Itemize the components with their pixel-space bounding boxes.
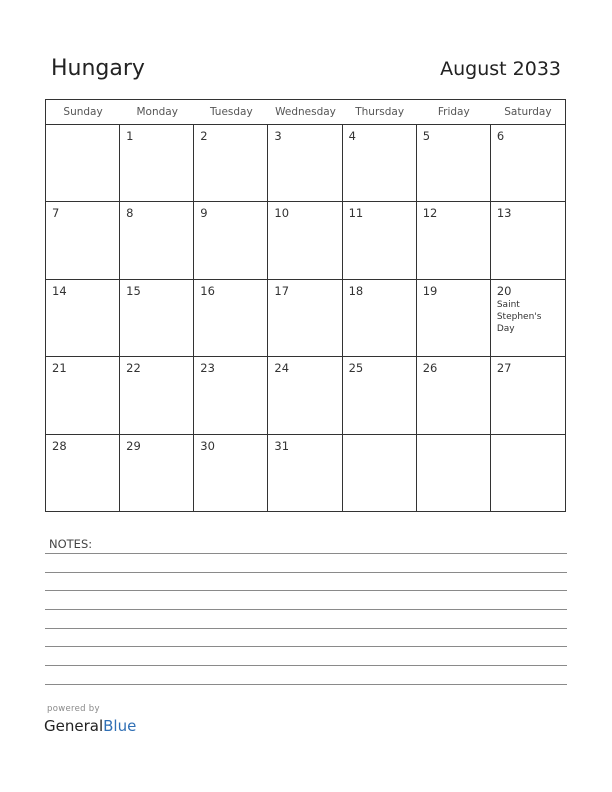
day-number: 6 bbox=[496, 129, 505, 143]
day-cell bbox=[120, 280, 194, 357]
day-cell bbox=[268, 357, 342, 434]
day-number: 9 bbox=[200, 206, 208, 221]
day-number: 12 bbox=[422, 206, 438, 221]
day-cell bbox=[491, 435, 565, 512]
day-cell bbox=[417, 435, 491, 512]
day-cell bbox=[268, 435, 342, 512]
note-line bbox=[45, 684, 567, 685]
day-number: 23 bbox=[200, 361, 215, 376]
day-number: 29 bbox=[126, 438, 141, 453]
day-cell bbox=[343, 125, 417, 202]
day-number: 19 bbox=[422, 283, 438, 298]
day-number: 7 bbox=[52, 206, 60, 221]
day-cell bbox=[194, 435, 268, 512]
day-cell bbox=[417, 357, 491, 434]
day-cell bbox=[46, 125, 120, 202]
note-line bbox=[45, 646, 567, 647]
day-cell bbox=[343, 280, 417, 357]
note-line bbox=[45, 553, 567, 554]
day-number: 16 bbox=[200, 283, 215, 298]
day-cell bbox=[194, 357, 268, 434]
day-number: 15 bbox=[126, 283, 141, 298]
calendar-days bbox=[46, 125, 565, 512]
logo-blue: Blue bbox=[103, 717, 137, 735]
month-year-title: August 2033 bbox=[440, 58, 561, 80]
day-cell bbox=[194, 280, 268, 357]
day-cell bbox=[46, 202, 120, 279]
day-cell bbox=[491, 202, 565, 279]
weekday-tuesday: Tuesday bbox=[209, 106, 253, 118]
day-number: 28 bbox=[52, 438, 67, 453]
weekday-sunday: Sunday bbox=[63, 106, 103, 118]
day-number: 20 bbox=[496, 283, 512, 298]
day-number: 8 bbox=[126, 206, 134, 221]
day-cell bbox=[417, 280, 491, 357]
day-cell bbox=[343, 357, 417, 434]
holiday-line: Saint bbox=[496, 299, 520, 310]
day-cell bbox=[343, 435, 417, 512]
day-number: 11 bbox=[348, 206, 364, 221]
calendar-grid bbox=[45, 99, 566, 512]
day-cell bbox=[491, 125, 565, 202]
logo-general: General bbox=[44, 717, 104, 735]
holiday-line: Stephen's bbox=[496, 311, 542, 322]
day-number: 14 bbox=[52, 283, 67, 298]
note-line bbox=[45, 572, 567, 573]
day-number: 10 bbox=[274, 206, 290, 221]
day-cell bbox=[120, 435, 194, 512]
weekday-saturday: Saturday bbox=[504, 106, 552, 118]
day-number: 5 bbox=[422, 129, 431, 143]
day-number: 18 bbox=[348, 283, 364, 298]
day-cell bbox=[46, 357, 120, 434]
note-line bbox=[45, 665, 567, 666]
day-cell bbox=[46, 435, 120, 512]
notes-label: NOTES: bbox=[49, 537, 93, 551]
day-number: 30 bbox=[200, 438, 215, 453]
day-number: 2 bbox=[200, 129, 208, 143]
day-number: 3 bbox=[274, 129, 282, 143]
powered-by-text: powered by bbox=[47, 704, 100, 714]
day-number: 25 bbox=[348, 361, 364, 376]
day-cell bbox=[268, 202, 342, 279]
note-line bbox=[45, 590, 567, 591]
day-number: 17 bbox=[274, 283, 290, 298]
day-cell bbox=[194, 125, 268, 202]
day-number: 27 bbox=[496, 361, 512, 376]
day-cell bbox=[491, 357, 565, 434]
day-cell bbox=[343, 202, 417, 279]
weekday-header-row bbox=[46, 100, 565, 125]
day-cell bbox=[120, 357, 194, 434]
note-line bbox=[45, 609, 567, 610]
holiday-line: Day bbox=[496, 323, 515, 334]
day-cell bbox=[268, 280, 342, 357]
day-cell bbox=[46, 280, 120, 357]
day-number: 1 bbox=[126, 129, 134, 143]
day-number: 21 bbox=[52, 361, 67, 376]
weekday-wednesday: Wednesday bbox=[275, 106, 336, 118]
day-cell bbox=[120, 202, 194, 279]
day-cell bbox=[194, 202, 268, 279]
day-cell bbox=[417, 125, 491, 202]
weekday-friday: Friday bbox=[437, 106, 470, 118]
day-cell bbox=[268, 125, 342, 202]
day-cell bbox=[417, 202, 491, 279]
day-number: 4 bbox=[348, 129, 356, 143]
weekday-monday: Monday bbox=[136, 106, 178, 118]
weekday-thursday: Thursday bbox=[355, 106, 405, 118]
day-number: 13 bbox=[496, 206, 512, 221]
day-number: 24 bbox=[274, 361, 290, 376]
holiday-label bbox=[497, 299, 559, 335]
country-title: Hungary bbox=[51, 56, 145, 81]
generalblue-logo bbox=[44, 717, 136, 735]
note-line bbox=[45, 628, 567, 629]
day-number: 31 bbox=[274, 438, 290, 453]
day-cell bbox=[491, 280, 565, 357]
day-number: 22 bbox=[126, 361, 141, 376]
day-number: 26 bbox=[422, 361, 438, 376]
day-cell bbox=[120, 125, 194, 202]
